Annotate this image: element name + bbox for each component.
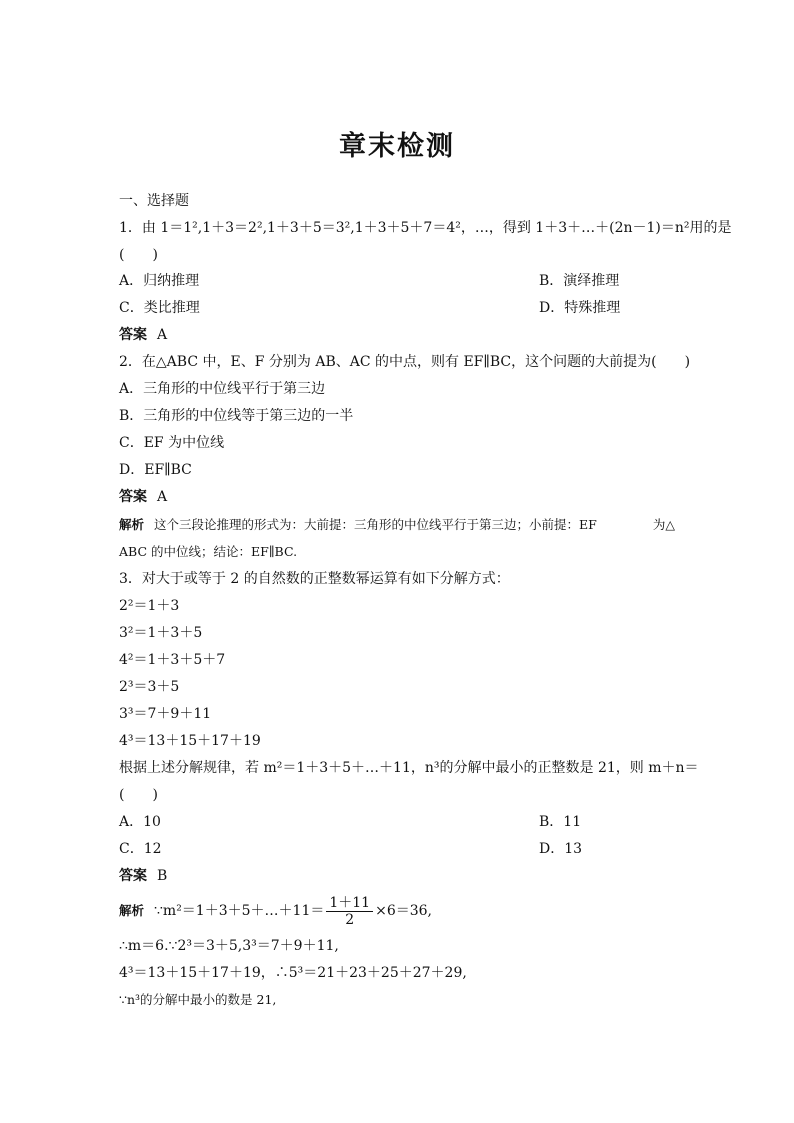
q3-analysis-text-a: ∵m²＝1＋3＋5＋…＋11＝ (154, 903, 325, 919)
q1-option-d: D．特殊推理 (539, 300, 621, 316)
question-2-blank: ( ) (651, 354, 691, 370)
answer-label: 答案 (119, 868, 147, 884)
q3-formula-line: 3³＝7＋9＋11 (119, 706, 212, 722)
q1-answer (119, 326, 167, 344)
q2-analysis-line-1 (119, 516, 675, 534)
q3-analysis-text-b: ×6＝36, (375, 903, 432, 919)
q3-option-a: A．10 (119, 814, 161, 830)
question-2-stem-line (119, 353, 691, 371)
q2-analysis-text-a: 这个三段论推理的形式为：大前提：三角形的中位线平行于第三边；小前提：EF (154, 517, 597, 532)
question-3-blank: ( ) (119, 787, 158, 803)
q1-option-a: A．归纳推理 (119, 273, 200, 289)
q3-option-d: D．13 (539, 841, 583, 857)
question-1-blank: ( ) (119, 247, 158, 263)
q2-option-d: D．EF∥BC (119, 462, 192, 478)
question-3-question: 根据上述分解规律，若 m²＝1＋3＋5＋…＋11，n³的分解中最小的正整数是 21，则 m＋n＝ (119, 760, 699, 776)
answer-value: A (157, 327, 168, 343)
answer-value: B (157, 868, 168, 884)
q3-analysis-line-1 (119, 894, 432, 928)
section-heading: 一、选择题 (119, 193, 189, 209)
q2-option-c: C．EF 为中位线 (119, 435, 225, 451)
question-1-stem: 1．由 1＝1²,1＋3＝2²,1＋3＋5＝3²,1＋3＋5＋7＝4²，…，得到 1＋3＋…＋(2n－1)＝n²用的是 (119, 220, 732, 236)
fraction-numerator: 1＋11 (326, 895, 373, 912)
q3-analysis-line-3: 4³＝13＋15＋17＋19，∴5³＝21＋23＋25＋27＋29, (119, 965, 467, 981)
q3-formula-line: 4²＝1＋3＋5＋7 (119, 652, 226, 668)
question-2-stem: 2．在△ABC 中，E、F 分别为 AB、AC 的中点，则有 EF∥BC，这个问题的大前提为 (119, 354, 652, 370)
question-3-stem: 3．对大于或等于 2 的自然数的正整数幂运算有如下分解方式： (119, 571, 510, 587)
answer-label: 答案 (119, 489, 147, 505)
q3-formula-line: 2³＝3＋5 (119, 679, 180, 695)
q1-option-b: B．演绎推理 (539, 273, 620, 289)
q3-formula-line: 2²＝1＋3 (119, 598, 180, 614)
fraction-denominator: 2 (345, 911, 355, 928)
q2-analysis-text-b: 为△ (652, 517, 675, 532)
q3-formula-line: 4³＝13＋15＋17＋19 (119, 733, 261, 749)
q3-answer (119, 867, 167, 885)
analysis-label: 解析 (119, 903, 145, 918)
q2-analysis-line-2: ABC 的中位线；结论：EF∥BC. (119, 544, 298, 559)
q3-analysis-line-4: ∵n³的分解中最小的数是 21, (119, 992, 277, 1007)
page-title: 章末检测 (339, 131, 455, 162)
q2-answer (119, 488, 167, 506)
analysis-label: 解析 (119, 517, 145, 532)
q3-analysis-line-2: ∴m＝6.∵2³＝3＋5,3³＝7＋9＋11, (119, 938, 339, 954)
q2-option-b: B．三角形的中位线等于第三边的一半 (119, 408, 354, 424)
answer-label: 答案 (119, 327, 147, 343)
q1-option-c: C．类比推理 (119, 300, 200, 316)
q3-option-c: C．12 (119, 841, 162, 857)
q3-option-b: B．11 (539, 814, 582, 830)
fraction (326, 895, 373, 928)
answer-value: A (157, 489, 168, 505)
q3-formula-line: 3²＝1＋3＋5 (119, 625, 203, 641)
q2-option-a: A．三角形的中位线平行于第三边 (119, 381, 326, 397)
